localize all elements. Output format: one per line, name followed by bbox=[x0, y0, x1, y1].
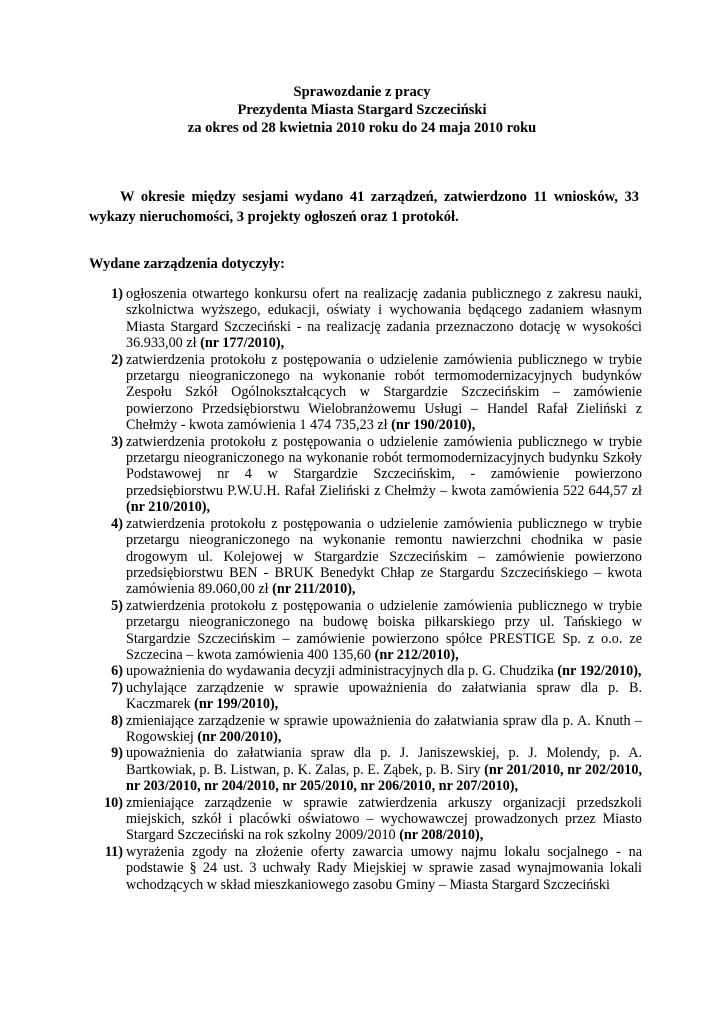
list-item bbox=[96, 795, 642, 844]
ordinance-ref: (nr 200/2010), bbox=[197, 728, 282, 745]
ordinance-list bbox=[96, 286, 642, 893]
list-item bbox=[96, 516, 642, 598]
ordinance-ref: (nr 192/2010), bbox=[557, 663, 642, 680]
list-item-text: zatwierdzenia protokołu z postępowania o udzielenie zamówienia publicznego w trybie przetargu nieograniczonego na wykonanie remontu nawierzchni chodnika w pasie drogowym ul. Kolejowej w Stargardzie Szczecińskim – zamówienie powierzono przedsiębiorstwu BEN - BRUK Benedykt Chłap ze Stargardu Szczecińskiego – kwota zamówienia 89.060,00 zł (nr 211/2010), bbox=[126, 515, 642, 598]
list-item-text: zatwierdzenia protokołu z postępowania o udzielenie zamówienia publicznego w trybie przetargu nieograniczonego na budowę boiska piłkarskiego przy ul. Tańskiego w Stargardzie Szczecińskim – zamówienie powierzono spółce PRESTIGE Sp. z o.o. ze Szczecina – kwota zamówienia 400 135,60 (nr 212/2010), bbox=[126, 597, 642, 663]
list-item bbox=[96, 352, 642, 434]
report-title bbox=[0, 83, 724, 137]
list-item-number: 1) bbox=[111, 286, 123, 302]
summary-paragraph: W okresie między sesjami wydano 41 zarządzeń, zatwierdzono 11 wniosków, 33 wykazy nieruchomości, 3 projekty ogłoszeń oraz 1 protokół. bbox=[89, 189, 639, 225]
list-item bbox=[96, 844, 642, 893]
list-item bbox=[96, 745, 642, 794]
ordinance-ref: (nr 208/2010), bbox=[399, 827, 484, 844]
list-item-text: ogłoszenia otwartego konkursu ofert na realizację zadania publicznego z zakresu nauki, szkolnictwa wyższego, edukacji, oświaty i wychowania będącego zadaniem własnym Miasta Stargard Szczeciński - na realizację zadania przeznaczono dotację w wysokości 36.933,00 zł (nr 177/2010), bbox=[126, 286, 642, 352]
list-item-text: upoważnienia do wydawania decyzji administracyjnych dla p. G. Chudzika (nr 192/2010), bbox=[126, 663, 642, 680]
list-item-number: 8) bbox=[111, 712, 123, 729]
list-item bbox=[96, 286, 642, 352]
list-item-number: 5) bbox=[111, 597, 123, 614]
list-item-number: 7) bbox=[111, 679, 123, 696]
ordinance-ref: (nr 211/2010), bbox=[272, 581, 356, 598]
list-item-number: 11) bbox=[104, 843, 123, 860]
list-item-number: 10) bbox=[104, 794, 123, 811]
list-item bbox=[96, 598, 642, 664]
list-item bbox=[96, 713, 642, 746]
list-item-text: zmieniające zarządzenie w sprawie zatwierdzenia arkuszy organizacji przedszkoli miejskich, szkół i placówki oświatowo – wychowawczej prowadzonych przez Miasto Stargard Szczeciński na rok szkolny 2009/2010 (nr 208/2010), bbox=[126, 794, 642, 844]
ordinance-ref: (nr 210/2010), bbox=[126, 499, 211, 516]
ordinance-ref: (nr 177/2010), bbox=[200, 335, 285, 352]
list-item-number: 2) bbox=[111, 351, 123, 368]
ordinance-ref: (nr 190/2010), bbox=[391, 417, 476, 434]
list-item-number: 9) bbox=[111, 745, 123, 762]
ordinance-ref: (nr 199/2010), bbox=[194, 696, 279, 713]
list-item bbox=[96, 680, 642, 713]
title-line-2: Prezydenta Miasta Stargard Szczeciński bbox=[237, 102, 487, 118]
list-item bbox=[96, 663, 642, 679]
section-heading: Wydane zarządzenia dotyczyły: bbox=[89, 256, 285, 272]
list-item-number: 6) bbox=[111, 663, 123, 680]
ordinance-ref: (nr 212/2010), bbox=[374, 646, 459, 663]
title-line-1: Sprawozdanie z pracy bbox=[293, 84, 431, 100]
list-item-text: zatwierdzenia protokołu z postępowania o udzielenie zamówienia publicznego w trybie przetargu nieograniczonego na wykonanie robót termomodernizacyjnych budynku Szkoły Podstawowej nr 4 w Stargardzie Szczecińskim, - zamówienie powierzono przedsiębiorstwu P.W.U.H. Rafał Zieliński z Chełmży – kwota zamówienia 522 644,57 zł (nr 210/2010), bbox=[126, 433, 642, 516]
list-item-text: zatwierdzenia protokołu z postępowania o udzielenie zamówienia publicznego w trybie przetargu nieograniczonego na wykonanie robót termomodernizacyjnych budynków Zespołu Szkół Ogólnokształcących w Stargardzie Szczecińskim – zamówienie powierzono Przedsiębiorstwu Wielobranżowemu Usługi – Handel Rafał Zieliński z Chełmży - kwota zamówienia 1 474 735,23 zł (nr 190/2010), bbox=[126, 351, 642, 434]
list-item-number: 3) bbox=[111, 433, 123, 450]
list-item-number: 4) bbox=[111, 515, 123, 532]
title-line-3: za okres od 28 kwietnia 2010 roku do 24 maja 2010 roku bbox=[187, 120, 537, 136]
ordinance-ref: (nr 201/2010, nr 202/2010, nr 203/2010, nr 204/2010, nr 205/2010, nr 206/2010, nr 207/2010), bbox=[126, 761, 643, 795]
list-item-text: upoważnienia do załatwiania spraw dla p. J. Janiszewskiej, p. J. Molendy, p. A. Bartkowiak, p. B. Listwan, p. K. Zalas, p. E. Ząbek, p. B. Siry (nr 201/2010, nr 202/2010, nr 203/2010, nr 204/2010, nr 205/2010, nr 206/2010, nr 207/2010), bbox=[126, 745, 643, 795]
list-item-text: uchylające zarządzenie w sprawie upoważnienia do załatwiania spraw dla p. B. Kaczmarek (nr 199/2010), bbox=[126, 679, 642, 713]
list-item-text: zmieniające zarządzenie w sprawie upoważnienia do załatwiania spraw dla p. A. Knuth – Rogowskiej (nr 200/2010), bbox=[126, 712, 642, 745]
list-item-text: wyrażenia zgody na złożenie oferty zawarcia umowy najmu lokalu socjalnego - na podstawie § 24 ust. 3 uchwały Rady Miejskiej w sprawie zasad wynajmowania lokali wchodzących w skład mieszkaniowego zasobu Gminy – Miasta Stargard Szczeciński bbox=[126, 843, 642, 893]
list-item bbox=[96, 434, 642, 516]
